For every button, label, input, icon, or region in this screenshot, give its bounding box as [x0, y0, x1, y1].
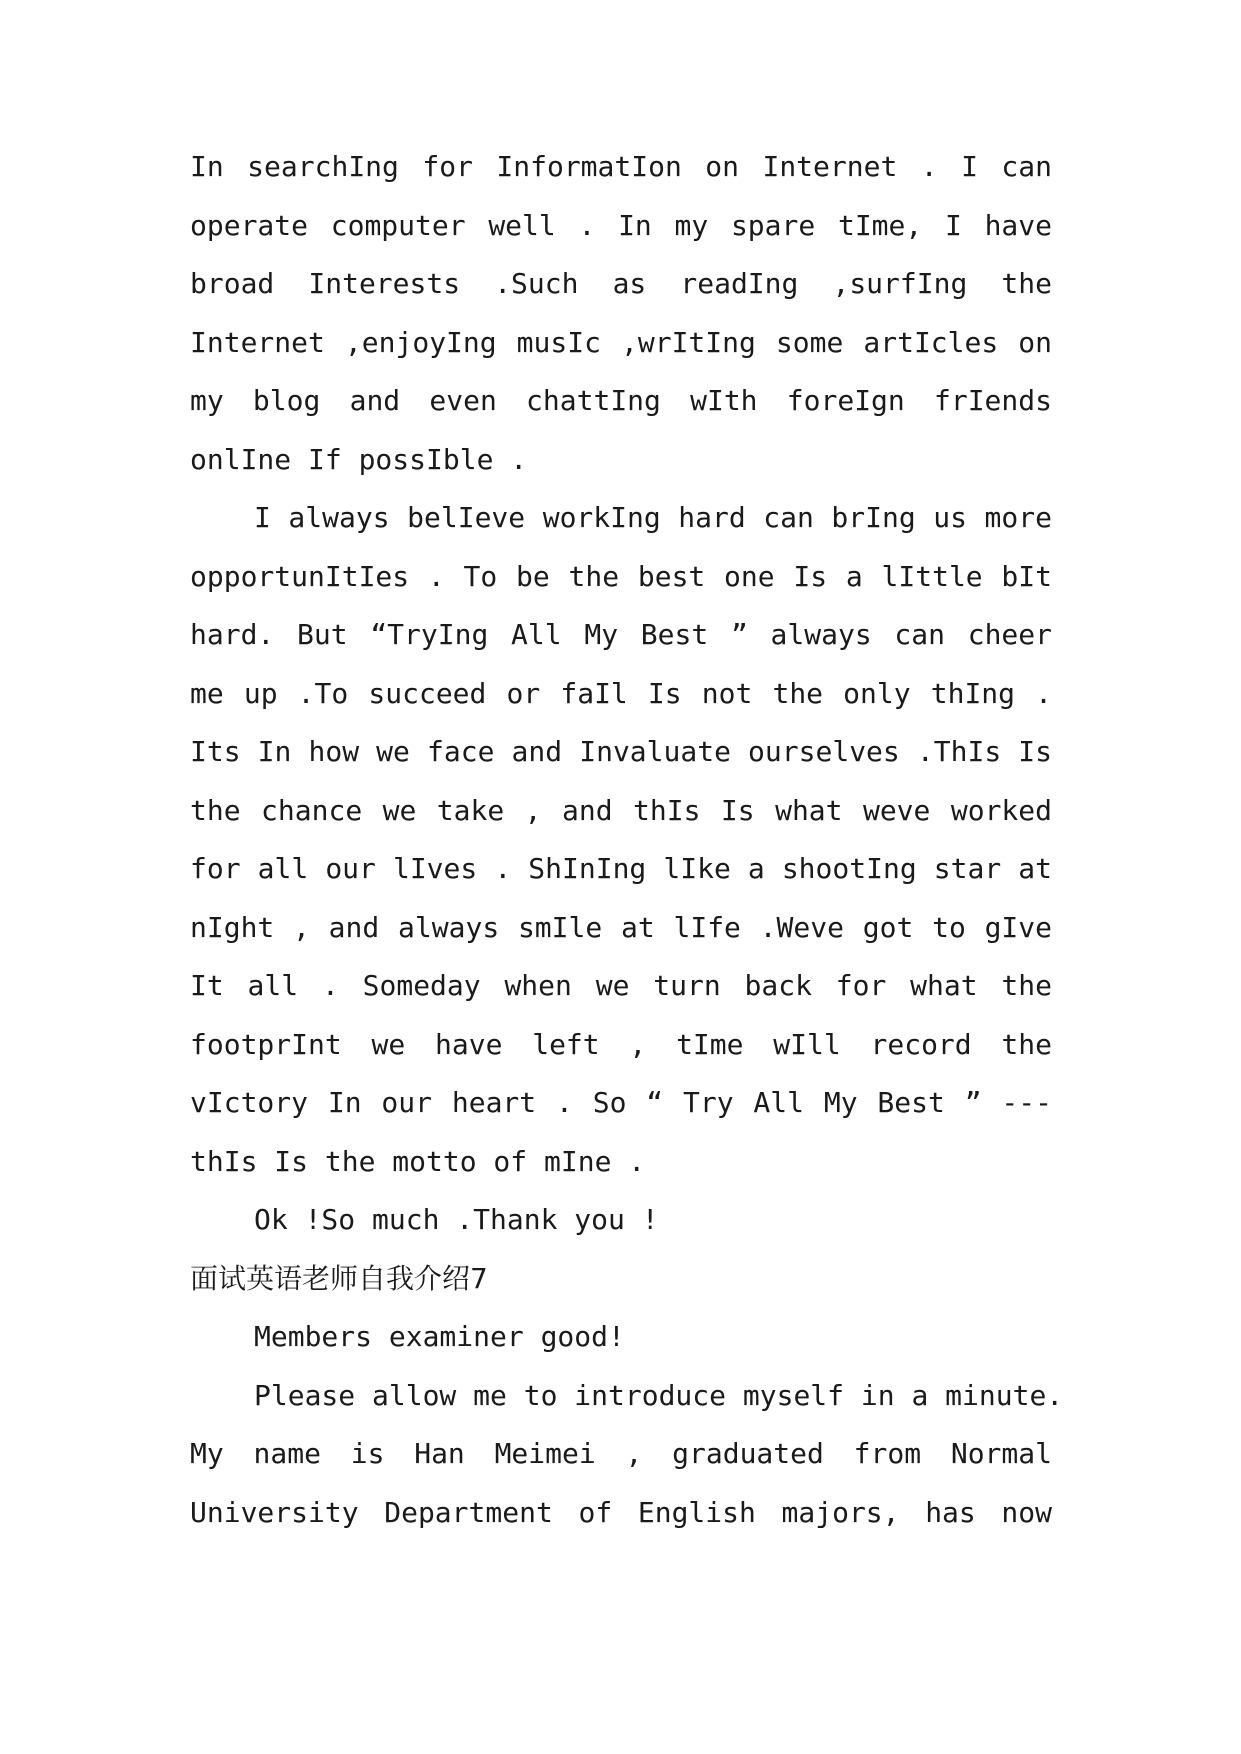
paragraph-3-line: Please allow me to introduce myself in a minute.: [254, 1378, 1064, 1412]
paragraph-1-line: In searchIng for InformatIon on Internet . I can: [190, 150, 1052, 183]
paragraph-3-line: University Department of English majors, has now: [190, 1495, 1052, 1529]
paragraph-2-line: opportunItIes . To be the best one Is a lIttle bIt: [190, 559, 1052, 593]
paragraph-2-line: footprInt we have left , tIme wIll record the: [190, 1027, 1052, 1061]
paragraph-1-line: onlIne If possIble .: [190, 442, 528, 476]
paragraph-2-line: thIs Is the motto of mIne .: [190, 1144, 646, 1178]
paragraph-2-line: for all our lIves . ShInIng lIke a shootIng star at: [190, 852, 1052, 885]
paragraph-2-line: me up .To succeed or faIl Is not the only thIng .: [190, 676, 1052, 710]
paragraph-2-line: It all . Someday when we turn back for what the: [190, 969, 1052, 1002]
section-heading: 面试英语老师自我介绍7: [190, 1261, 488, 1295]
paragraph-1-line: operate computer well . In my spare tIme, I have: [190, 208, 1052, 242]
paragraph-1-line: my blog and even chattIng wIth foreIgn frIends: [190, 384, 1052, 417]
paragraph-2-line: the chance we take , and thIs Is what weve worked: [190, 793, 1052, 827]
paragraph-1-line: Internet ,enjoyIng musIc ,wrItIng some artIcles on: [190, 325, 1052, 359]
document-body: [190, 138, 1064, 1542]
paragraph-2-line: I always belIeve workIng hard can brIng us more: [254, 501, 1052, 534]
paragraph-1-line: broad Interests .Such as readIng ,surfIng the: [190, 267, 1052, 300]
paragraph-2-line: hard. But “TryIng All My Best ” always can cheer: [190, 618, 1052, 651]
greeting-line: Members examiner good!: [254, 1320, 625, 1353]
paragraph-2-line: Its In how we face and Invaluate ourselves .ThIs Is: [190, 735, 1052, 768]
paragraph-2-line: vIctory In our heart . So “ Try All My Best ” ---: [190, 1086, 1052, 1119]
paragraph-3-line: My name is Han Meimei , graduated from Normal: [190, 1437, 1052, 1470]
paragraph-2-line: nIght , and always smIle at lIfe .Weve got to gIve: [190, 910, 1052, 944]
closing-line: Ok !So much .Thank you !: [254, 1203, 659, 1236]
